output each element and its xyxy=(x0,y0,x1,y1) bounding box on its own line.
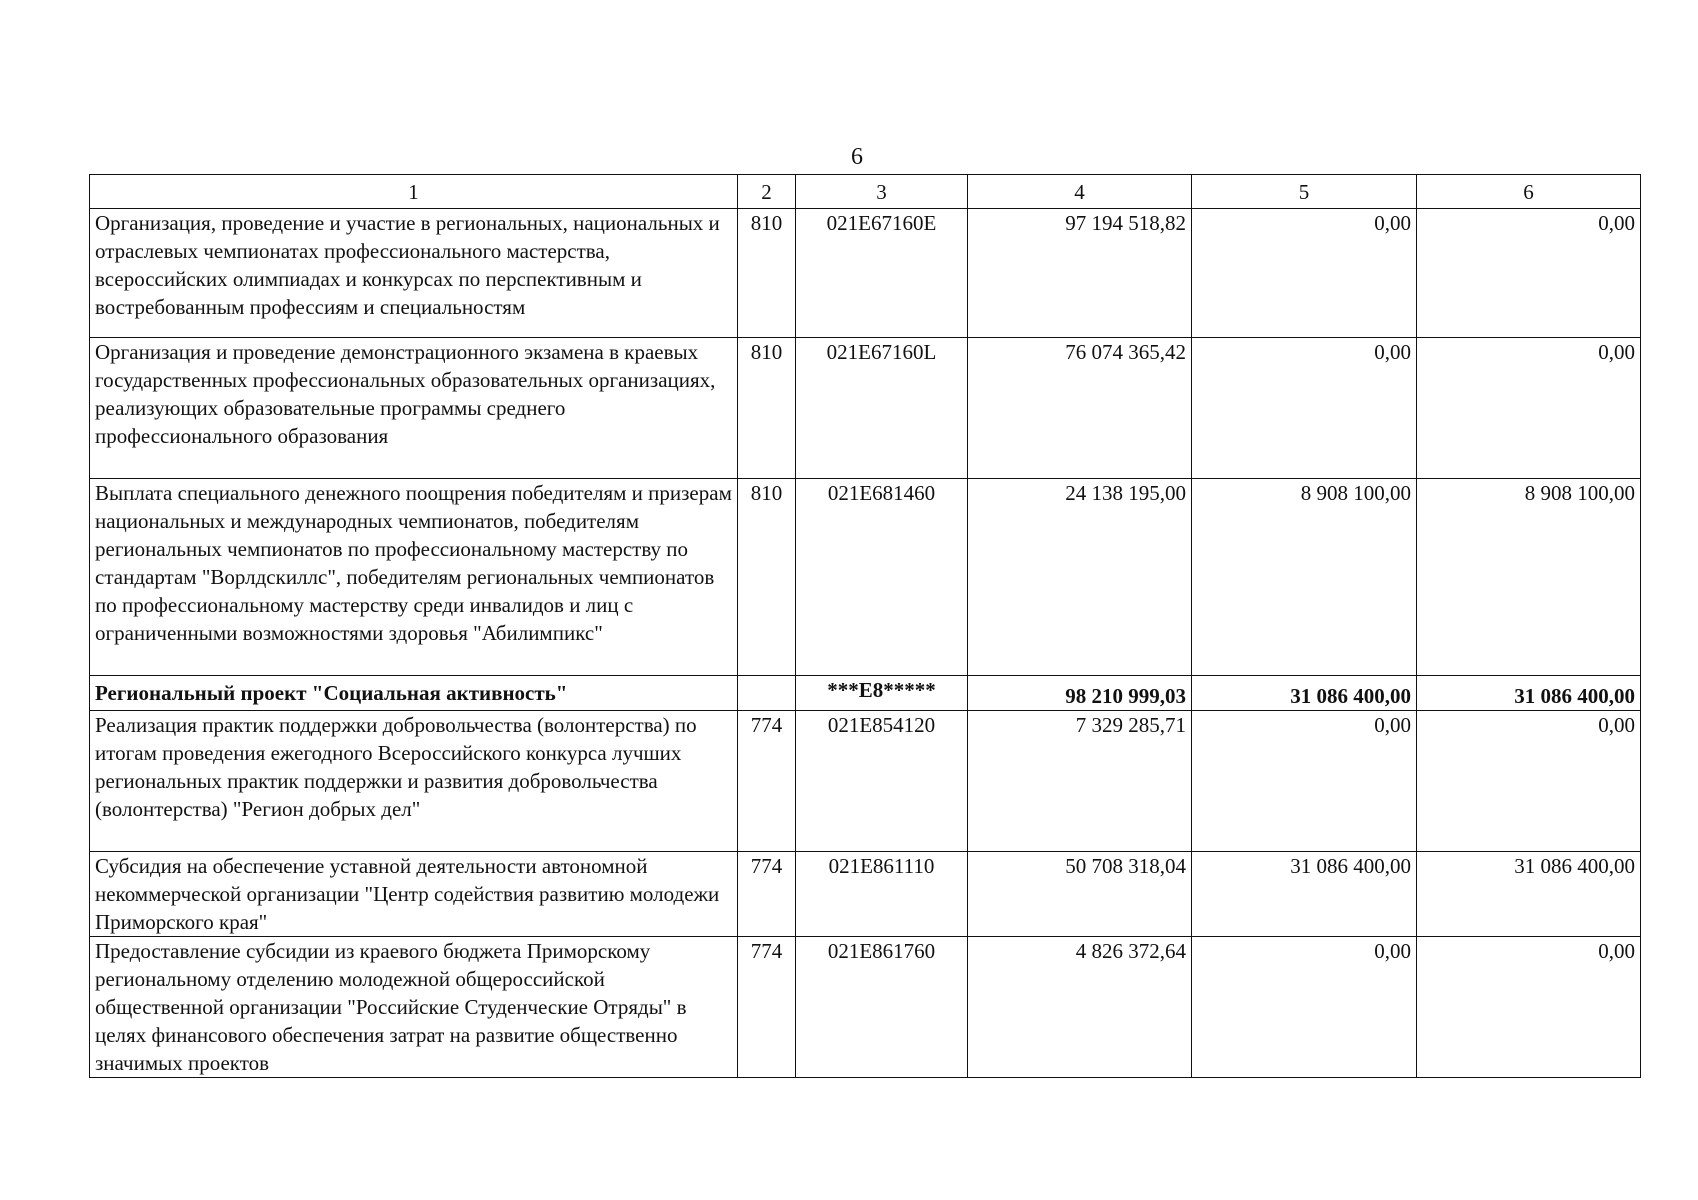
table-row xyxy=(90,852,1641,937)
row-amount-3: 31 086 400,00 xyxy=(1417,852,1641,937)
row-grbs-code: 810 xyxy=(738,209,796,338)
row-amount-3: 0,00 xyxy=(1417,937,1641,1078)
row-grbs-code: 774 xyxy=(738,852,796,937)
row-amount-1: 50 708 318,04 xyxy=(968,852,1192,937)
row-target-code: 021E861760 xyxy=(796,937,968,1078)
column-header-1: 1 xyxy=(90,175,738,209)
row-grbs-code: 774 xyxy=(738,711,796,852)
row-target-code: ***E8***** xyxy=(796,676,968,711)
row-amount-2: 0,00 xyxy=(1192,711,1417,852)
row-target-code: 021E861110 xyxy=(796,852,968,937)
row-target-code: 021E681460 xyxy=(796,479,968,676)
table-row xyxy=(90,937,1641,1078)
row-amount-3: 0,00 xyxy=(1417,209,1641,338)
row-amount-2: 8 908 100,00 xyxy=(1192,479,1417,676)
row-amount-1: 76 074 365,42 xyxy=(968,338,1192,479)
page-number: 6 xyxy=(851,144,863,170)
row-amount-2: 0,00 xyxy=(1192,338,1417,479)
row-amount-2: 31 086 400,00 xyxy=(1192,676,1417,711)
budget-table xyxy=(89,174,1641,1078)
row-name: Реализация практик поддержки добровольчества (волонтерства) по итогам проведения ежегодного Всероссийского конкурса лучших региональных практик поддержки и развития добровольчества (волонтерства) "Регион добрых дел" xyxy=(90,711,738,852)
row-grbs-code: 774 xyxy=(738,937,796,1078)
row-amount-3: 0,00 xyxy=(1417,711,1641,852)
row-amount-2: 0,00 xyxy=(1192,209,1417,338)
column-header-5: 5 xyxy=(1192,175,1417,209)
table-row-subtotal xyxy=(90,676,1641,711)
table-row xyxy=(90,711,1641,852)
row-name: Организация, проведение и участие в региональных, национальных и отраслевых чемпионатах профессионального мастерства, всероссийских олимпиадах и конкурсах по перспективным и востребованным профессиям и специальностям xyxy=(90,209,738,338)
row-grbs-code: 810 xyxy=(738,338,796,479)
row-amount-1: 7 329 285,71 xyxy=(968,711,1192,852)
row-name: Организация и проведение демонстрационного экзамена в краевых государственных профессиональных образовательных организациях, реализующих образовательные программы среднего профессионального образования xyxy=(90,338,738,479)
table-row xyxy=(90,209,1641,338)
row-amount-2: 0,00 xyxy=(1192,937,1417,1078)
row-amount-1: 24 138 195,00 xyxy=(968,479,1192,676)
row-name: Предоставление субсидии из краевого бюджета Приморскому региональному отделению молодежной общероссийской общественной организации "Российские Студенческие Отряды" в целях финансового обеспечения затрат на развитие общественно значимых проектов xyxy=(90,937,738,1078)
row-amount-1: 4 826 372,64 xyxy=(968,937,1192,1078)
row-target-code: 021E854120 xyxy=(796,711,968,852)
column-header-4: 4 xyxy=(968,175,1192,209)
header-row xyxy=(90,175,1641,209)
row-name: Выплата специального денежного поощрения победителям и призерам национальных и международных чемпионатов, победителям региональных чемпионатов по профессиональному мастерству по стандартам "Ворлдскиллс", победителям региональных чемпионатов по профессиональному мастерству среди инвалидов и лиц с ограниченными возможностями здоровья "Абилимпикс" xyxy=(90,479,738,676)
row-target-code: 021E67160E xyxy=(796,209,968,338)
row-amount-1: 98 210 999,03 xyxy=(968,676,1192,711)
row-amount-2: 31 086 400,00 xyxy=(1192,852,1417,937)
table-row xyxy=(90,479,1641,676)
column-header-6: 6 xyxy=(1417,175,1641,209)
row-name: Региональный проект "Социальная активность" xyxy=(90,676,738,711)
column-header-3: 3 xyxy=(796,175,968,209)
row-amount-3: 0,00 xyxy=(1417,338,1641,479)
row-name: Субсидия на обеспечение уставной деятельности автономной некоммерческой организации "Центр содействия развитию молодежи Приморского края" xyxy=(90,852,738,937)
column-header-2: 2 xyxy=(738,175,796,209)
row-grbs-code: 810 xyxy=(738,479,796,676)
row-amount-3: 31 086 400,00 xyxy=(1417,676,1641,711)
row-amount-3: 8 908 100,00 xyxy=(1417,479,1641,676)
row-grbs-code xyxy=(738,676,796,711)
table-row xyxy=(90,338,1641,479)
row-target-code: 021E67160L xyxy=(796,338,968,479)
row-amount-1: 97 194 518,82 xyxy=(968,209,1192,338)
